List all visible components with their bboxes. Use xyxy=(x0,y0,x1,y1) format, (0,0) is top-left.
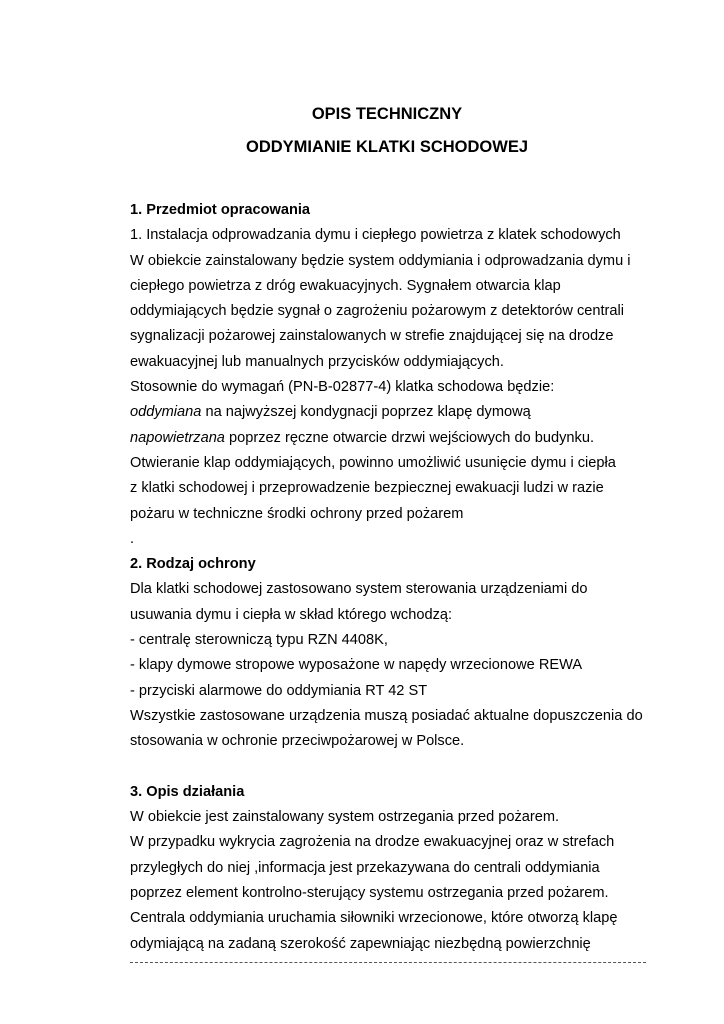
section-1-italic-line xyxy=(130,400,670,425)
section-3-heading: 3. Opis działania xyxy=(130,783,245,800)
section-3-line: poprzez element kontrolno-sterujący systemu ostrzegania przed pożarem. xyxy=(130,885,609,902)
page-footer-divider xyxy=(130,962,646,963)
section-3-line: W obiekcie jest zainstalowany system ostrzegania przed pożarem. xyxy=(130,809,560,826)
italic-line-rest: na najwyższej kondygnacji poprzez klapę dymową xyxy=(201,404,531,421)
section-2-line: stosowania w ochronie przeciwpożarowej w Polsce. xyxy=(130,733,465,750)
section-3-line: W przypadku wykrycia zagrożenia na drodze ewakuacyjnej oraz w strefach xyxy=(130,834,615,851)
section-2-heading: 2. Rodzaj ochrony xyxy=(130,556,256,573)
section-1-line: z klatki schodowej i przeprowadzenie bezpiecznej ewakuacji ludzi w razie xyxy=(130,480,604,497)
italic-line-rest: poprzez ręczne otwarcie drzwi wejściowych do budynku. xyxy=(224,429,594,446)
section-1-heading: 1. Przedmiot opracowania xyxy=(130,202,311,218)
italic-term: napowietrzana xyxy=(130,429,225,446)
section-1-line: pożaru w techniczne środki ochrony przed pożarem xyxy=(130,505,464,522)
section-1-line: . xyxy=(130,530,135,547)
section-2-line: - przyciski alarmowe do oddymiania RT 42 ST xyxy=(130,682,428,699)
section-1-line: W obiekcie zainstalowany będzie system oddymiania i odprowadzania dymu i xyxy=(130,252,631,269)
section-2-line: - centralę sterowniczą typu RZN 4408K, xyxy=(130,632,388,649)
section-1-line: ewakuacyjnej lub manualnych przycisków oddymiających. xyxy=(130,353,504,370)
section-3-line: przyległych do niej ,informacja jest przekazywana do centrali oddymiania xyxy=(130,859,600,876)
section-1-line: Stosownie do wymagań (PN-B-02877-4) klatka schodowa będzie: xyxy=(130,379,555,396)
section-1-italic-line xyxy=(130,426,670,451)
section-1-line: 1. Instalacja odprowadzania dymu i ciepłego powietrza z klatek schodowych xyxy=(130,227,621,244)
section-1-line: sygnalizacji pożarowej zainstalowanych w strefie znajdującej się na drodze xyxy=(130,328,614,345)
section-3-line: Centrala oddymiania uruchamia siłowniki wrzecionowe, które otworzą klapę xyxy=(130,910,618,927)
section-1-line: oddymiających będzie sygnał o zagrożeniu pożarowym z detektorów centrali xyxy=(130,303,625,320)
document-title: OPIS TECHNICZNY xyxy=(311,105,463,123)
section-1-line: ciepłego powietrza z dróg ewakuacyjnych. Sygnałem otwarcia klap xyxy=(130,277,561,294)
blank-line xyxy=(130,755,670,780)
section-2-line: usuwania dymu i ciepła w skład którego wchodzą: xyxy=(130,606,453,623)
section-2-line: - klapy dymowe stropowe wyposażone w napędy wrzecionowe REWA xyxy=(130,657,583,674)
document-body xyxy=(130,198,670,957)
section-1-line: Otwieranie klap oddymiających, powinno umożliwić usunięcie dymu i ciepła xyxy=(130,454,616,471)
section-2-line: Wszystkie zastosowane urządzenia muszą posiadać aktualne dopuszczenia do xyxy=(130,707,643,724)
section-2-line: Dla klatki schodowej zastosowano system sterowania urządzeniami do xyxy=(130,581,588,598)
section-3-line: odymiającą na zadaną szerokość zapewniając niezbędną powierzchnię xyxy=(130,935,591,952)
document-subtitle: ODDYMIANIE KLATKI SCHODOWEJ xyxy=(245,138,529,156)
italic-term: oddymiana xyxy=(130,404,202,421)
